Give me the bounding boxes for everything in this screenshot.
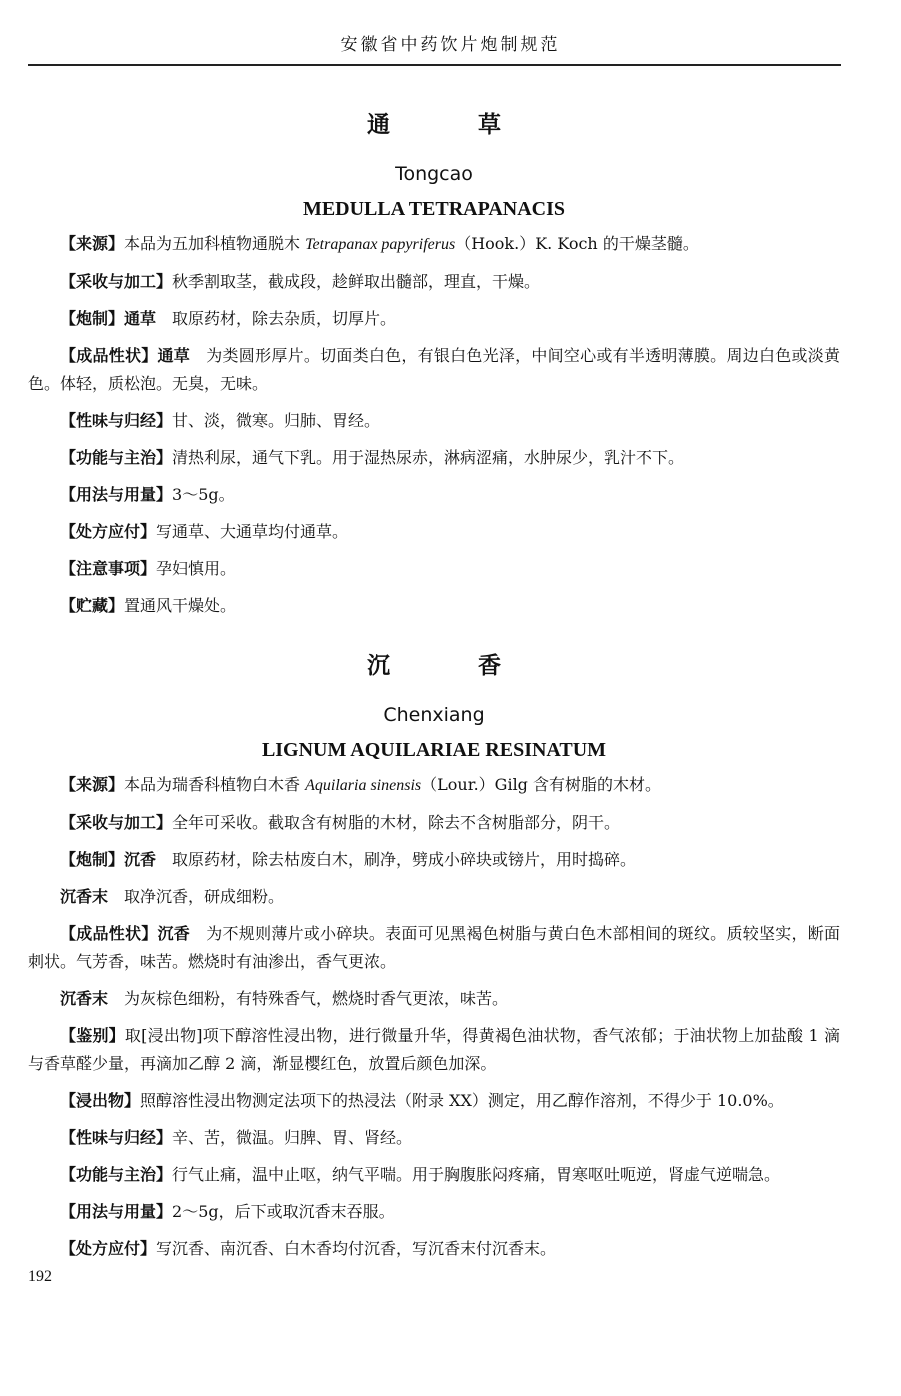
entry-precaution <box>28 555 840 583</box>
species-name: Tetrapanax papyriferus <box>305 236 456 253</box>
entry-description <box>28 920 840 976</box>
entry-label: 【浸出物】 <box>60 1091 141 1110</box>
entry-text: 写通草、大通草均付通草。 <box>156 522 349 541</box>
entry-dosage <box>28 481 840 509</box>
entry-text: 辛、苦，微温。归脾、胃、肾经。 <box>172 1128 413 1147</box>
header-rule <box>28 64 841 66</box>
entry-sublabel: 通草 <box>124 309 157 328</box>
monograph-pinyin: Chenxiang <box>383 704 485 726</box>
entry-label: 【处方应付】 <box>60 522 157 541</box>
entry-harvest <box>28 809 840 837</box>
entry-text: 为类圆形厚片。切面类白色，有银白色光泽，中间空心或有半透明薄膜。周边白色或淡黄色。体轻，质松泡。无臭，无味。 <box>28 346 840 393</box>
entry-text: 取净沉香，研成细粉。 <box>108 887 285 906</box>
entry-description <box>28 342 840 398</box>
entry-text: 行气止痛，温中止呕，纳气平喘。用于胸腹胀闷疼痛，胃寒呕吐呃逆，肾虚气逆喘急。 <box>172 1165 781 1184</box>
monograph-latin-name: MEDULLA TETRAPANACIS <box>302 198 566 220</box>
entry-processing-powder <box>28 883 840 911</box>
entry-sublabel: 沉香 <box>157 924 191 943</box>
entry-text: 清热利尿，通气下乳。用于湿热尿赤，淋病涩痛，水肿尿少，乳汁不下。 <box>172 448 685 467</box>
entry-sublabel: 通草 <box>157 346 191 365</box>
entry-text: 为灰棕色细粉，有特殊香气，燃烧时香气更浓，味苦。 <box>108 989 509 1008</box>
entry-sublabel: 沉香末 <box>60 989 109 1008</box>
page-number: 192 <box>28 1268 52 1285</box>
entry-text: 2～5g，后下或取沉香末吞服。 <box>172 1202 395 1221</box>
entry-label: 【性味与归经】 <box>60 1128 173 1147</box>
entry-label: 【贮藏】 <box>60 596 125 615</box>
entry-text: （Hook.）K. Koch 的干燥茎髓。 <box>455 234 699 253</box>
entry-text: 置通风干燥处。 <box>124 596 237 615</box>
entry-label: 【采收与加工】 <box>60 813 173 832</box>
entry-text: 全年可采收。截取含有树脂的木材，除去不含树脂部分，阴干。 <box>172 813 621 832</box>
entry-extract <box>28 1087 840 1115</box>
entry-text: 本品为瑞香科植物白木香 <box>124 775 306 794</box>
entry-text: 甘、淡，微寒。归肺、胃经。 <box>172 411 381 430</box>
entry-processing <box>28 305 840 333</box>
entry-label: 【功能与主治】 <box>60 448 173 467</box>
entry-dosage <box>28 1198 840 1226</box>
entry-function <box>28 444 840 472</box>
entry-property <box>28 1124 840 1152</box>
monograph-title-cn: 沉 香 <box>366 652 541 679</box>
entry-label: 【处方应付】 <box>60 1239 157 1258</box>
entry-label: 【来源】 <box>60 775 125 794</box>
entry-text: 3～5g。 <box>172 485 235 504</box>
entry-text: 照醇溶性浸出物测定法项下的热浸法（附录 XX）测定，用乙醇作溶剂，不得少于 10.0%。 <box>140 1091 784 1110</box>
monograph-latin-name: LIGNUM AQUILARIAE RESINATUM <box>261 739 607 761</box>
monograph-title-cn: 通 草 <box>366 111 541 138</box>
entry-text: （Lour.）Gilg 含有树脂的木材。 <box>421 775 662 794</box>
page-content <box>28 110 840 1272</box>
entry-label: 【性味与归经】 <box>60 411 173 430</box>
entry-label: 【炮制】 <box>60 850 125 869</box>
monograph-pinyin: Tongcao <box>395 163 473 185</box>
entry-sublabel: 沉香末 <box>60 887 109 906</box>
entry-text: 本品为五加科植物通脱木 <box>124 234 306 253</box>
entry-function <box>28 1161 840 1189</box>
entry-label: 【成品性状】 <box>60 924 158 943</box>
entry-text: 取[浸出物]项下醇溶性浸出物，进行微量升华，得黄褐色油状物，香气浓郁；于油状物上加盐酸 1 滴与香草醛少量，再滴加乙醇 2 滴，渐显樱红色，放置后颜色加深。 <box>28 1026 840 1073</box>
entry-sublabel: 沉香 <box>124 850 157 869</box>
entry-text: 写沉香、南沉香、白木香均付沉香，写沉香末付沉香末。 <box>156 1239 557 1258</box>
entry-processing <box>28 846 840 874</box>
species-name: Aquilaria sinensis <box>305 777 422 794</box>
entry-label: 【成品性状】 <box>60 346 158 365</box>
entry-prescription <box>28 518 840 546</box>
entry-text: 取原药材，除去枯废白木，刷净，劈成小碎块或镑片，用时捣碎。 <box>156 850 637 869</box>
entry-description-powder <box>28 985 840 1013</box>
entry-label: 【鉴别】 <box>60 1026 125 1045</box>
entry-label: 【注意事项】 <box>60 559 157 578</box>
entry-storage <box>28 592 840 620</box>
entry-property <box>28 407 840 435</box>
entry-identification <box>28 1022 840 1078</box>
entry-label: 【用法与用量】 <box>60 1202 173 1221</box>
entry-label: 【用法与用量】 <box>60 485 173 504</box>
entry-source <box>28 230 840 259</box>
entry-text: 秋季割取茎，截成段，趁鲜取出髓部，理直，干燥。 <box>172 272 541 291</box>
section-gap <box>28 629 840 651</box>
entry-source <box>28 771 840 800</box>
entry-label: 【功能与主治】 <box>60 1165 173 1184</box>
entry-label: 【采收与加工】 <box>60 272 173 291</box>
entry-label: 【来源】 <box>60 234 125 253</box>
monograph-chenxiang <box>28 651 840 1263</box>
entry-prescription <box>28 1235 840 1263</box>
entry-text: 孕妇慎用。 <box>156 559 237 578</box>
entry-text: 为不规则薄片或小碎块。表面可见黑褐色树脂与黄白色木部相间的斑纹。质较坚实，断面刺状。气芳香，味苦。燃烧时有油渗出，香气更浓。 <box>28 924 840 971</box>
entry-text: 取原药材，除去杂质，切厚片。 <box>156 309 397 328</box>
entry-label: 【炮制】 <box>60 309 125 328</box>
monograph-tongcao <box>28 110 840 620</box>
running-header: 安徽省中药饮片炮制规范 <box>340 35 561 55</box>
entry-harvest <box>28 268 840 296</box>
